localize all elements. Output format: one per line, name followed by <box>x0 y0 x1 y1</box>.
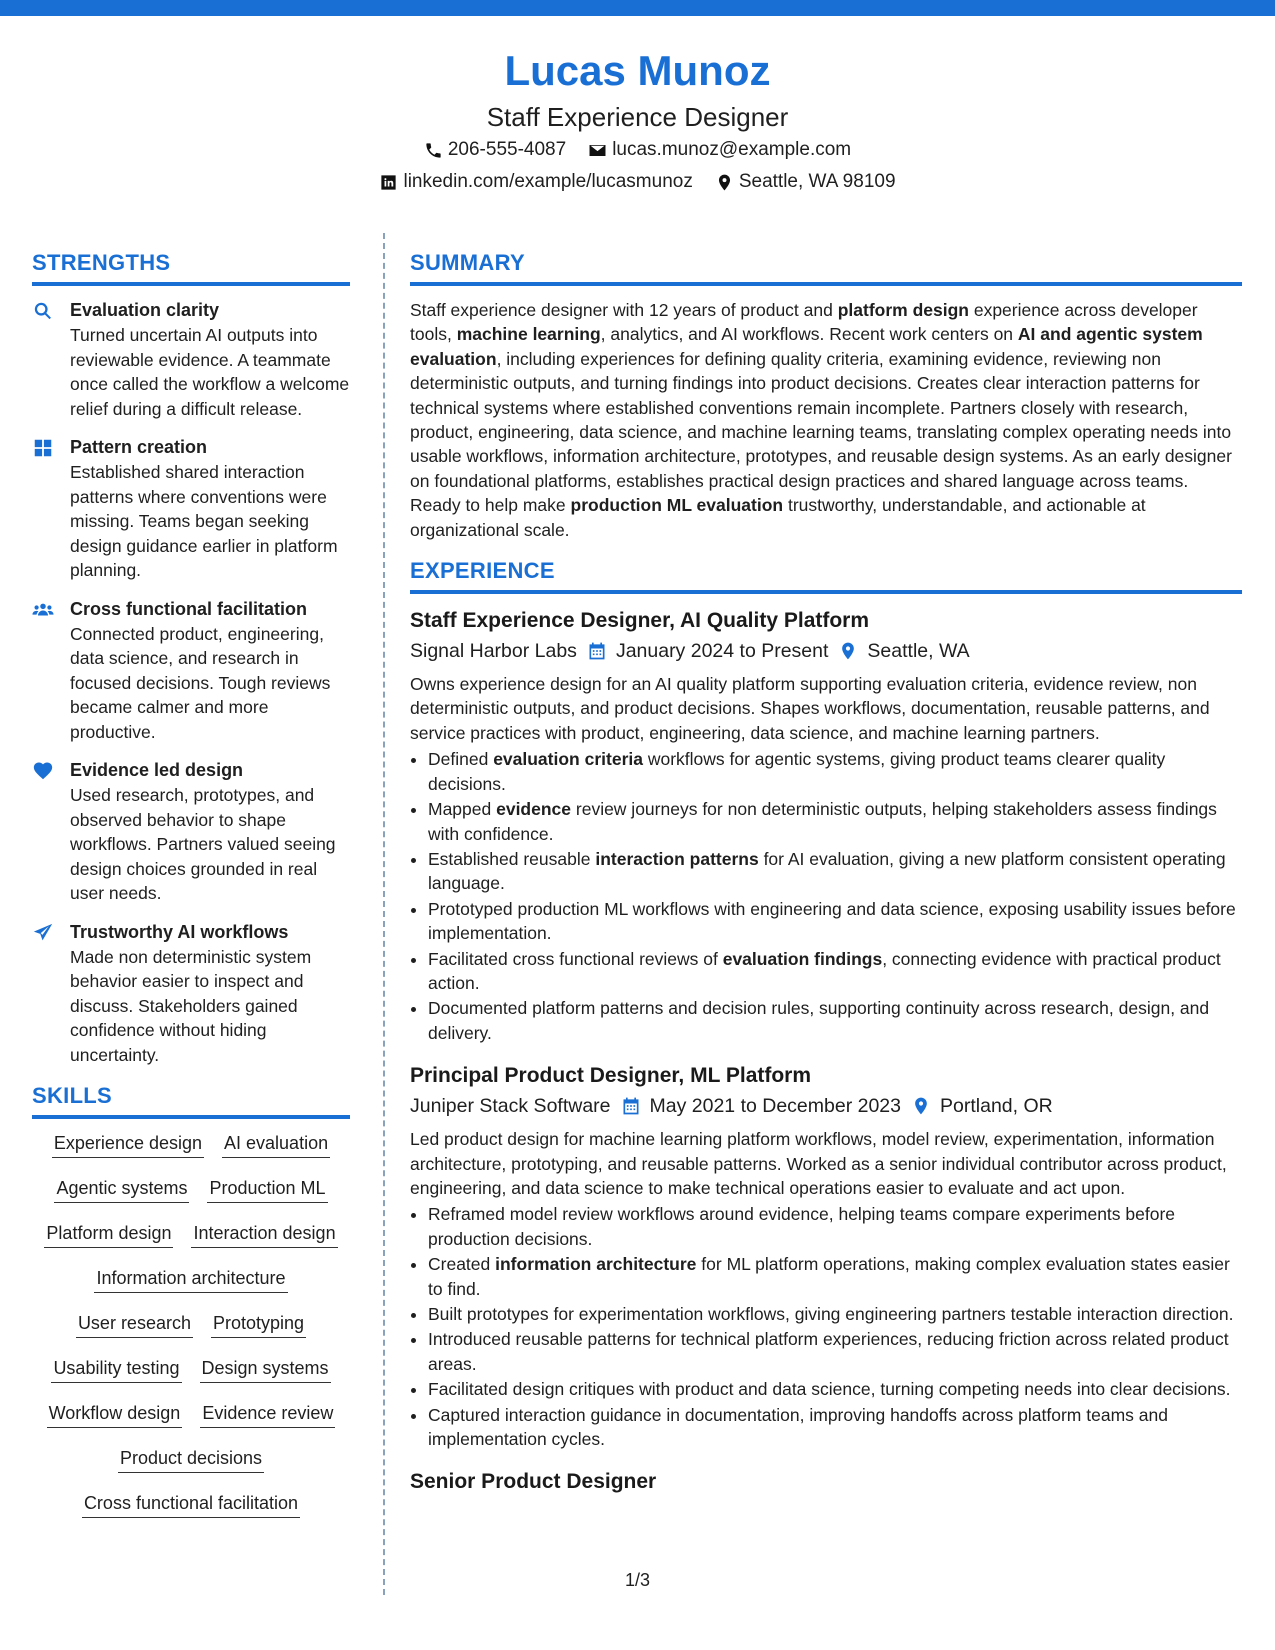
job-bullet: • Established reusable interaction patterns for AI evaluation, giving a new platform consistent operating language. <box>428 847 1242 896</box>
job-entry <box>410 606 1242 1045</box>
column-divider <box>383 233 385 1595</box>
email-text: lucas.munoz@example.com <box>612 139 852 160</box>
strength-desc: Used research, prototypes, and observed behavior to shape workflows. Partners valued seeing design choices grounded in real user needs. <box>70 785 336 903</box>
experience-heading: EXPERIENCE <box>410 556 1242 594</box>
linkedin-icon <box>379 173 398 192</box>
heart-icon <box>32 758 70 906</box>
map-pin-icon <box>911 1096 931 1116</box>
location-contact <box>715 166 896 198</box>
skill-row <box>32 1266 350 1293</box>
job-description: Led product design for machine learning platform workflows, model review, experimentation, information architecture, prototyping, and reusable patterns. Worked as a senior individual contributor across product, engineering, and data science to make technical operations easier to evaluate and act upon. <box>410 1129 1227 1198</box>
calendar-icon <box>587 641 607 661</box>
left-column <box>32 248 350 1536</box>
search-icon <box>32 298 70 421</box>
skills-list <box>32 1131 350 1518</box>
strength-title: Evaluation clarity <box>70 300 220 320</box>
strengths-list <box>32 298 350 1067</box>
job-company: Signal Harbor Labs <box>410 640 577 663</box>
strength-title: Cross functional facilitation <box>70 598 308 619</box>
skill-row <box>32 1131 350 1158</box>
strength-title: Pattern creation <box>70 437 208 457</box>
linkedin-text: linkedin.com/example/lucasmunoz <box>403 171 693 192</box>
skill-row <box>32 1311 350 1338</box>
skill-row <box>32 1401 350 1428</box>
job-company: Juniper Stack Software <box>410 1095 611 1118</box>
strengths-heading: STRENGTHS <box>32 248 350 286</box>
skill-tag: Design systems <box>200 1356 331 1383</box>
job-meta <box>410 1091 1242 1121</box>
job-bullets <box>410 1202 1242 1451</box>
grid-icon <box>32 435 70 583</box>
phone-text: 206-555-4087 <box>447 139 567 160</box>
strength-item <box>32 298 350 421</box>
strength-desc: Made non deterministic system behavior easier to inspect and discuss. Stakeholders gained confidence without hiding uncertainty. <box>70 946 312 1065</box>
skill-tag: Workflow design <box>47 1401 183 1428</box>
skills-heading: SKILLS <box>32 1081 350 1119</box>
strength-item <box>32 758 350 906</box>
page-number: 1/3 <box>624 1570 651 1590</box>
strength-item <box>32 435 350 583</box>
skill-tag: Platform design <box>44 1221 173 1248</box>
skill-tag: Agentic systems <box>54 1176 189 1203</box>
skill-tag: User research <box>76 1311 193 1338</box>
job-bullet: • Reframed model review workflows around evidence, helping teams compare experiments before production decisions. <box>428 1202 1242 1251</box>
strength-desc: Established shared interaction patterns where conventions were missing. Teams began seeking design guidance earlier in platform planning. <box>70 462 338 580</box>
skill-tag: Production ML <box>207 1176 327 1203</box>
candidate-name: Lucas Munoz <box>504 47 771 94</box>
skill-tag: AI evaluation <box>222 1131 330 1158</box>
summary-heading: SUMMARY <box>410 248 1242 286</box>
job-bullet: • Facilitated cross functional reviews of evaluation findings, connecting evidence with practical product action. <box>428 947 1242 996</box>
location-text: Seattle, WA 98109 <box>738 171 896 192</box>
job-bullet: • Mapped evidence review journeys for non deterministic outputs, helping stakeholders assess findings with confidence. <box>428 797 1242 846</box>
job-bullet: • Introduced reusable patterns for technical platform experiences, reducing friction across related product areas. <box>428 1327 1242 1376</box>
map-pin-icon <box>715 173 734 192</box>
job-bullet: • Facilitated design critiques with product and data science, turning competing needs into clear decisions. <box>428 1377 1242 1401</box>
strength-desc: Turned uncertain AI outputs into reviewable evidence. A teammate once called the workflow a welcome relief during a difficult release. <box>70 325 350 419</box>
calendar-icon <box>621 1096 641 1116</box>
strength-title: Trustworthy AI workflows <box>70 921 289 942</box>
jobs-list <box>410 606 1242 1497</box>
skill-row <box>32 1176 350 1203</box>
job-title: Principal Product Designer, ML Platform <box>410 1064 812 1088</box>
job-dates: May 2021 to December 2023 <box>649 1095 901 1118</box>
job-location: Seattle, WA <box>867 640 970 663</box>
paper-plane-icon <box>32 920 70 1068</box>
skill-tag: Prototyping <box>211 1311 306 1338</box>
users-icon <box>32 597 70 745</box>
top-accent-bar <box>0 0 1275 16</box>
envelope-icon <box>588 141 607 160</box>
job-entry <box>410 1061 1242 1451</box>
job-entry <box>410 1467 1242 1497</box>
skill-tag: Evidence review <box>200 1401 335 1428</box>
skill-tag: Information architecture <box>94 1266 287 1293</box>
job-description: Owns experience design for an AI quality platform supporting evaluation criteria, evidence review, non deterministic outputs, and product decisions. Shapes workflows, documentation, reusable patterns, and service practices with product, engineering, data science, and machine learning partners. <box>410 674 1210 743</box>
skill-tag: Usability testing <box>51 1356 181 1383</box>
job-bullet: • Defined evaluation criteria workflows for agentic systems, giving product teams clearer quality decisions. <box>428 747 1242 796</box>
skill-tag: Interaction design <box>191 1221 337 1248</box>
job-bullet: • Created information architecture for ML platform operations, making complex evaluation states easier to find. <box>428 1252 1242 1301</box>
resume-header <box>0 42 1275 198</box>
job-bullet: • Documented platform patterns and decision rules, supporting continuity across research, design, and delivery. <box>428 996 1242 1045</box>
job-bullets <box>410 747 1242 1045</box>
phone-contact[interactable] <box>424 134 566 166</box>
skill-tag: Product decisions <box>118 1446 264 1473</box>
linkedin-contact[interactable] <box>379 166 692 198</box>
strength-desc: Connected product, engineering, data science, and research in focused decisions. Tough reviews became calmer and more productive. <box>70 623 331 742</box>
job-location: Portland, OR <box>940 1095 1053 1118</box>
email-contact[interactable] <box>588 134 851 166</box>
skill-row <box>32 1221 350 1248</box>
job-bullet: • Prototyped production ML workflows with engineering and data science, exposing usability issues before implementation. <box>428 897 1242 946</box>
strength-title: Evidence led design <box>70 760 244 780</box>
strength-item <box>32 597 350 745</box>
skill-row <box>32 1446 350 1473</box>
job-title: Staff Experience Designer, AI Quality Platform <box>410 609 870 633</box>
job-bullet: • Built prototypes for experimentation workflows, giving engineering partners testable interaction direction. <box>428 1302 1242 1326</box>
skill-tag: Experience design <box>52 1131 204 1158</box>
job-meta <box>410 636 1242 666</box>
strength-item <box>32 920 350 1068</box>
candidate-title: Staff Experience Designer <box>486 102 789 132</box>
job-bullet: • Captured interaction guidance in documentation, improving handoffs across platform teams and implementation cycles. <box>428 1403 1242 1452</box>
phone-icon <box>424 141 443 160</box>
right-column <box>410 248 1242 1513</box>
job-dates: January 2024 to Present <box>615 640 829 663</box>
skill-tag: Cross functional facilitation <box>82 1491 300 1518</box>
skill-row <box>32 1491 350 1518</box>
contact-row-1 <box>0 134 1275 166</box>
job-title: Senior Product Designer <box>410 1470 657 1494</box>
summary-text: Staff experience designer with 12 years of product and platform design experience across developer tools, machine learning, analytics, and AI workflows. Recent work centers on AI and agentic system evaluation, including experiences for defining quality criteria, examining evidence, reviewing non deterministic outputs, and turning findings into product decisions. Creates clear interaction patterns for technical systems where established conventions remain incomplete. Partners closely with research, product, engineering, data science, and machine learning teams, translating complex operating needs into usable workflows, information architecture, prototypes, and reusable design systems. As an early designer on foundational platforms, establishes practical design practices and shared language across teams. Ready to help make production ML evaluation trustworthy, understandable, and actionable at organizational scale. <box>410 300 1232 540</box>
contact-row-2 <box>0 166 1275 198</box>
map-pin-icon <box>838 641 858 661</box>
skill-row <box>32 1356 350 1383</box>
